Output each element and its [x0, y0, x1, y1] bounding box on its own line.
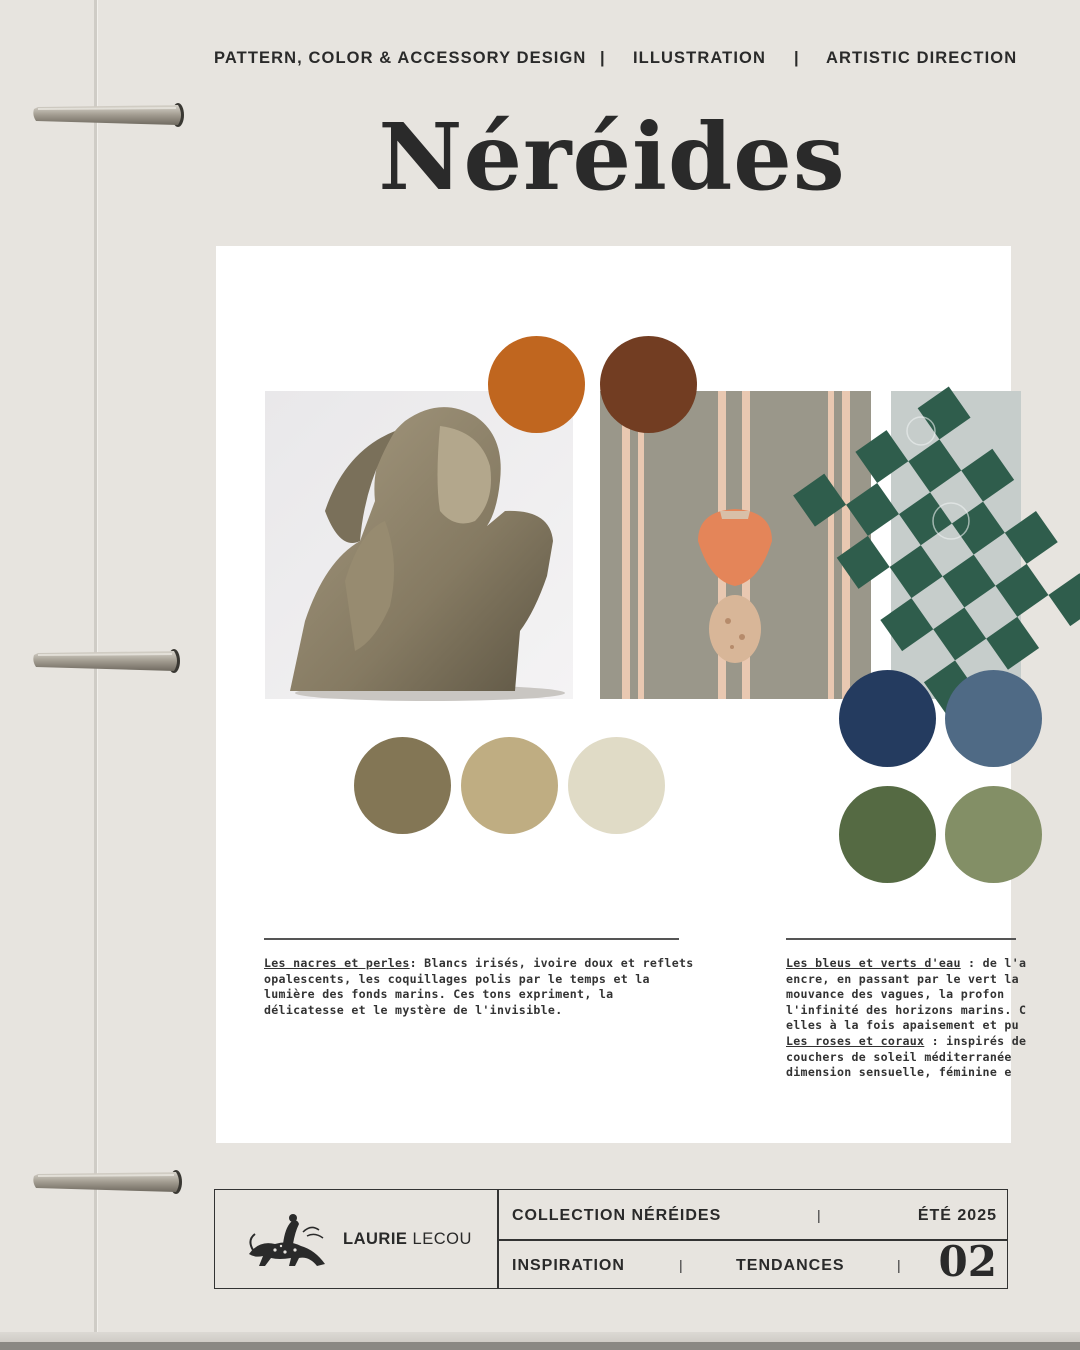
top-nav — [214, 49, 1018, 69]
footer-panel — [214, 1189, 1008, 1289]
divider-right — [786, 938, 1016, 940]
swatch-forest-green — [839, 786, 936, 883]
swatch-olive-bronze — [354, 737, 451, 834]
footer-trends: TENDANCES — [736, 1257, 845, 1274]
swatch-navy — [839, 670, 936, 767]
footer-season: ÉTÉ 2025 — [917, 1207, 997, 1224]
nav-illustration[interactable]: ILLUSTRATION — [633, 49, 766, 67]
swatch-ivory — [568, 737, 665, 834]
binder-ring-top — [28, 101, 184, 129]
nav-separator: | — [794, 49, 800, 67]
brand-logo-icon — [245, 1210, 333, 1270]
statue-photo — [265, 391, 573, 699]
binder-ring-bottom — [28, 1168, 184, 1196]
swatch-sand — [461, 737, 558, 834]
page-title: Néréides — [378, 103, 846, 211]
text-roses-lead: Les roses et coraux — [786, 1033, 925, 1048]
footer-divider-horizontal — [497, 1239, 1007, 1241]
footer-inspiration: INSPIRATION — [512, 1257, 625, 1274]
footer-separator: | — [817, 1207, 821, 1223]
binder-ring-middle — [28, 647, 184, 675]
nav-separator: | — [600, 49, 606, 67]
text-blues-lead: Les bleus et verts d'eau — [786, 956, 961, 970]
footer-separator: | — [897, 1257, 901, 1273]
page-number: 02 — [938, 1237, 997, 1286]
tiles-photo — [891, 391, 1021, 699]
brand-name: LAURIE LECOU — [343, 1230, 472, 1248]
text-pearls: Les nacres et perles: Blancs irisés, ivoire doux et reflets opalescents, les coquillages polis par le temps et la lumière des fonds marins. Ces tons expriment, la délicatesse et le mystère de l'invisible. — [264, 956, 694, 1017]
footer-separator: | — [679, 1257, 683, 1273]
divider-left — [264, 938, 679, 940]
swatch-rust-brown — [600, 336, 697, 433]
moodboard — [216, 246, 1027, 1143]
shell-photo — [600, 391, 871, 699]
nav-artistic-direction[interactable]: ARTISTIC DIRECTION — [826, 49, 1018, 67]
swatch-burnt-orange — [488, 336, 585, 433]
nav-pattern-design[interactable]: PATTERN, COLOR & ACCESSORY DESIGN — [214, 49, 587, 67]
swatch-sage — [945, 786, 1042, 883]
swatch-slate-blue — [945, 670, 1042, 767]
text-blues-greens: Les bleus et verts d'eau : de l'a encre, en passant par le vert la mouvance des vagues, la profon l'infinité des horizons marins. C elles à la fois apaisement et pu Les roses et coraux : inspirés de couchers de soleil méditerranée dimension sensuelle, féminine e — [786, 956, 1027, 1080]
footer-collection: COLLECTION NÉRÉIDES — [512, 1207, 722, 1224]
text-pearls-lead: Les nacres et perles — [264, 956, 410, 970]
